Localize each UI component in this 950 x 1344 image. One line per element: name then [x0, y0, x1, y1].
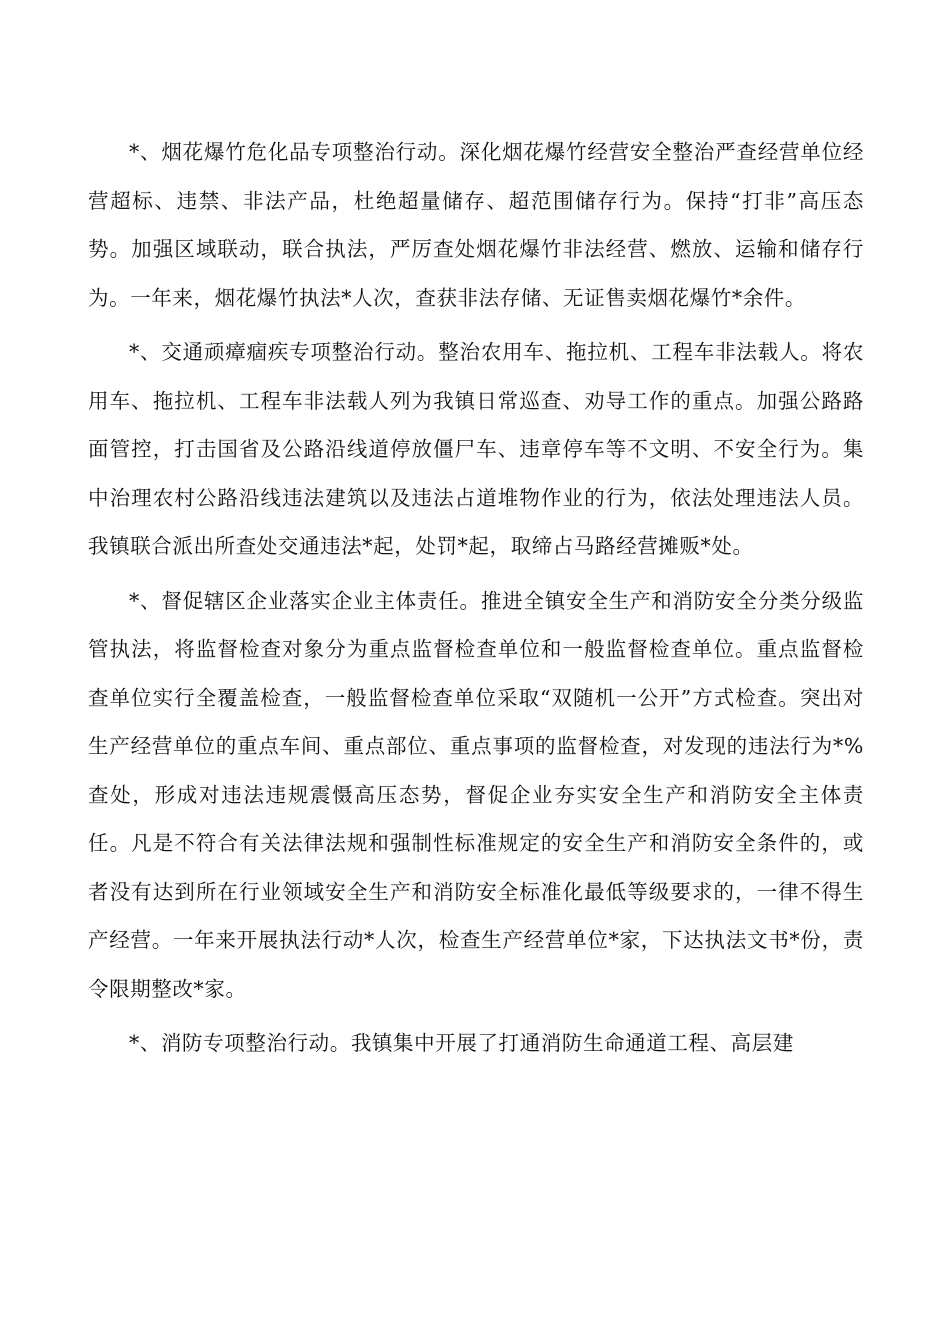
paragraph-enterprise-responsibility: *、督促辖区企业落实企业主体责任。推进全镇安全生产和消防安全分类分级监管执法，将监督检查对象分为重点监督检查单位和一般监督检查单位。重点监督检查单位实行全覆盖检查，一般监督检查单位采取“双随机一公开”方式检查。突出对生产经营单位的重点车间、重点部位、重点事项的监督检查，对发现的违法行为*%查处，形成对违法违规震慑高压态势，督促企业夯实安全生产和消防安全主体责任。凡是不符合有关法律法规和强制性标准规定的安全生产和消防安全条件的，或者没有达到所在行业领域安全生产和消防安全标准化最低等级要求的，一律不得生产经营。一年来开展执法行动*人次，检查生产经营单位*家，下达执法文书*份，责令限期整改*家。 [88, 588, 864, 1001]
paragraph-fireworks: *、烟花爆竹危化品专项整治行动。深化烟花爆竹经营安全整治严查经营单位经营超标、违禁、非法产品，杜绝超量储存、超范围储存行为。保持“打非”高压态势。加强区域联动，联合执法，严厉查处烟花爆竹非法经营、燃放、运输和储存行为。一年来，烟花爆竹执法*人次，查获非法存储、无证售卖烟花爆竹*余件。 [88, 140, 864, 310]
paragraph-traffic: *、交通顽瘴痼疾专项整治行动。整治农用车、拖拉机、工程车非法载人。将农用车、拖拉机、工程车非法载人列为我镇日常巡查、劝导工作的重点。加强公路路面管控，打击国省及公路沿线道停放僵尸车、违章停车等不文明、不安全行为。集中治理农村公路沿线违法建筑以及违法占道堆物作业的行为，依法处理违法人员。我镇联合派出所查处交通违法*起，处罚*起，取缔占马路经营摊贩*处。 [88, 340, 864, 558]
paragraph-fire-safety: *、消防专项整治行动。我镇集中开展了打通消防生命通道工程、高层建 [129, 1031, 794, 1055]
document-body [88, 128, 864, 1074]
